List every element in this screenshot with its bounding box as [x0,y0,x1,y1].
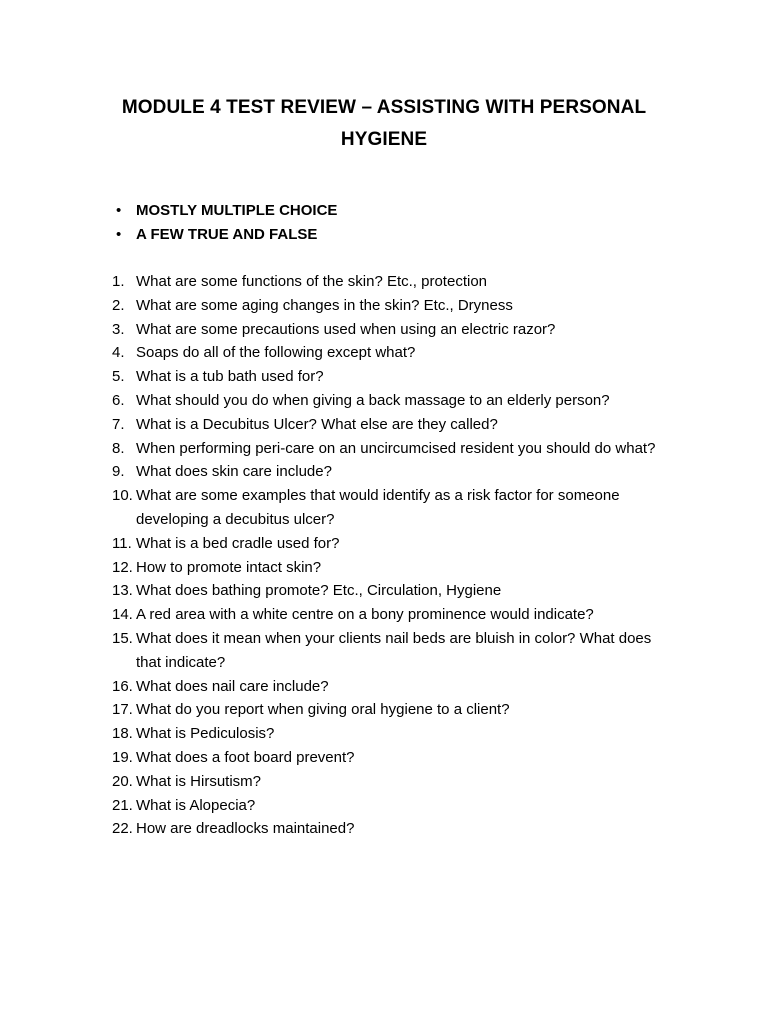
question-number: 1. [112,273,125,290]
question-item [112,270,672,294]
question-number: 3. [112,320,125,338]
question-number: 14. [112,606,133,624]
question-item [112,817,672,841]
question-item [112,698,672,722]
question-number: 6. [112,391,125,409]
question-number: 22. [112,820,133,838]
question-text: What are some examples that would identify as a risk factor for someone developing a decubitus ulcer? [136,487,620,528]
question-text: What is a tub bath used for? [136,368,324,386]
question-item [112,294,672,318]
question-item [112,484,672,532]
question-item [112,770,672,794]
question-item [112,794,672,818]
question-item [112,556,672,580]
question-item [112,627,672,675]
question-item [112,603,672,627]
question-text: What does it mean when your clients nail beds are bluish in color? What does that indicate? [136,629,652,671]
question-item [112,413,672,437]
question-number: 18. [112,725,133,743]
question-item [112,675,672,699]
question-text: What does skin care include? [136,463,332,481]
question-text: A red area with a white centre on a bony prominence would indicate? [136,606,594,624]
bullet-item [114,223,337,247]
bullet-text: MOSTLY MULTIPLE CHOICE [136,202,338,219]
question-item [112,460,672,484]
question-text: What is Hirsutism? [136,772,262,790]
question-text: How are dreadlocks maintained? [136,820,355,838]
question-text: What does bathing promote? Etc., Circulation, Hygiene [136,582,502,600]
question-number: 12. [112,558,133,576]
question-number: 19. [112,748,133,766]
question-number: 7. [112,415,125,433]
question-text: What does nail care include? [136,677,329,695]
question-text: What is Pediculosis? [136,725,275,743]
page-title: MODULE 4 TEST REVIEW – ASSISTING WITH PERSONAL HYGIENE [121,97,647,150]
question-number: 16. [112,677,133,695]
question-number: 15. [112,629,133,647]
format-bullet-list [114,199,337,247]
question-number: 13. [112,582,133,600]
question-text: What are some aging changes in the skin? Etc., Dryness [136,296,513,314]
question-text: Soaps do all of the following except what? [136,344,416,362]
question-text: What is a bed cradle used for? [136,534,340,552]
question-item [112,722,672,746]
question-text: How to promote intact skin? [136,558,322,576]
question-list [112,270,672,841]
question-text: What is a Decubitus Ulcer? What else are they called? [136,415,498,433]
question-text: What are some precautions used when using an electric razor? [136,320,556,338]
question-number: 10. [112,487,133,505]
question-number: 21. [112,796,133,814]
question-item [112,579,672,603]
question-number: 5. [112,368,125,386]
question-item [112,365,672,389]
question-number: 2. [112,296,125,314]
question-number: 17. [112,701,133,719]
question-item [112,746,672,770]
question-number: 11. [112,534,132,552]
question-text: What do you report when giving oral hygiene to a client? [136,701,510,719]
question-text: What does a foot board prevent? [136,748,355,766]
bullet-icon: • [116,202,122,219]
question-number: 9. [112,463,125,481]
bullet-text: A FEW TRUE AND FALSE [136,226,318,243]
question-number: 4. [112,344,125,362]
question-number: 8. [112,439,125,457]
question-item [112,389,672,413]
question-text: What should you do when giving a back massage to an elderly person? [136,391,610,409]
question-text: What are some functions of the skin? Etc., protection [136,273,488,290]
question-number: 20. [112,772,133,790]
question-item [112,341,672,365]
bullet-item [114,199,337,223]
question-text: What is Alopecia? [136,796,256,814]
question-text: When performing peri-care on an uncircumcised resident you should do what? [136,439,656,457]
question-item [112,532,672,556]
question-item [112,318,672,342]
bullet-icon: • [116,226,122,243]
question-item [112,437,672,461]
